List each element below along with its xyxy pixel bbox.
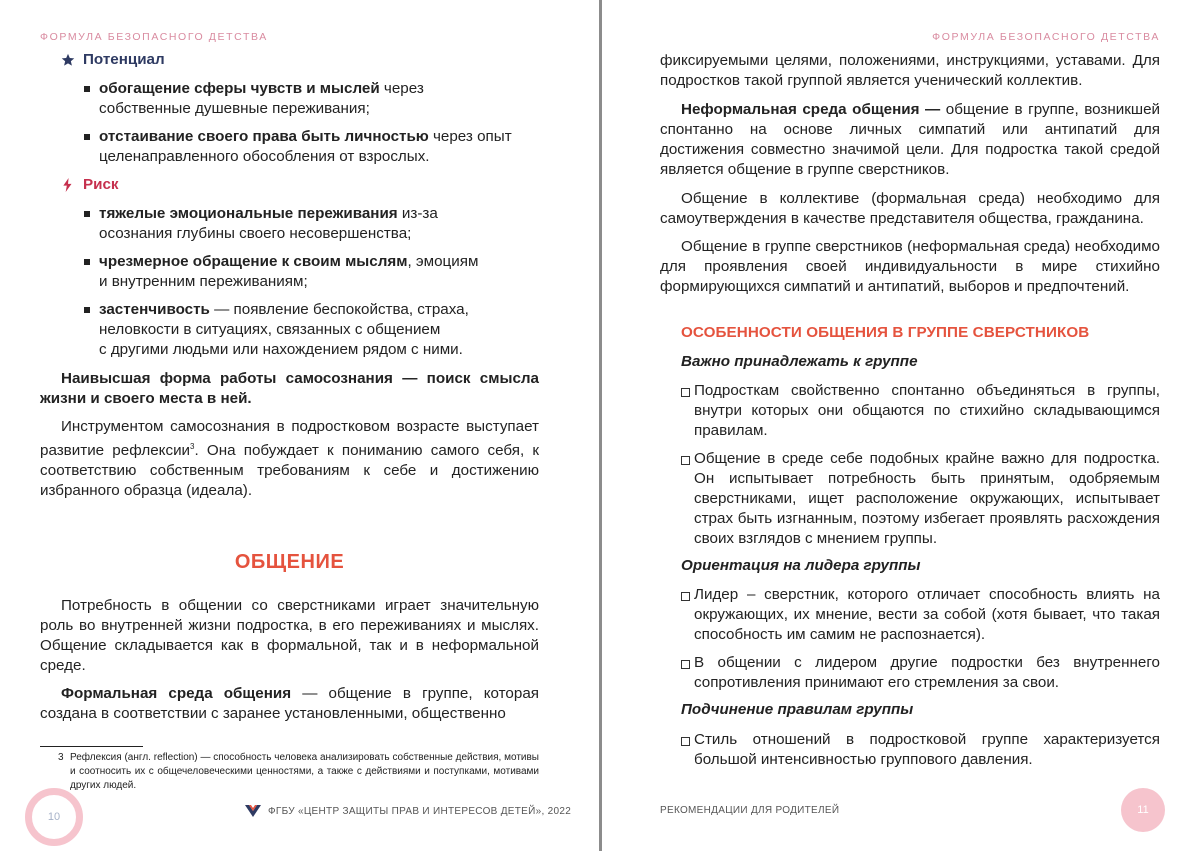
item-text: из-за xyxy=(397,205,438,222)
organization-logo-icon xyxy=(244,803,262,819)
instrument-text-b: . Она побуждает к пониманию самого себя, к соответствию собственным требованиям к себе и достижению избранного образца (идеала). xyxy=(40,442,539,500)
potential-title: Потенциал xyxy=(83,51,165,68)
informal-bold: Неформальная среда общения — xyxy=(681,101,941,118)
star-icon xyxy=(61,53,75,67)
continued-paragraph: фиксируемыми целями, положениями, инструкциями, уставами. Для подростков такой группой является ученический коллектив. xyxy=(660,52,1160,89)
item-text: неловкости в ситуациях, связанных с общением xyxy=(99,321,441,338)
item-text: через xyxy=(379,80,424,97)
item-text: осознания глубины своего несовершенства; xyxy=(99,225,412,242)
list-item xyxy=(84,204,524,244)
need-paragraph: Потребность в общении со сверстниками играет значительную роль во внутренней жизни подростка, в его переживаниях и мыслях. Общение складывается как в формальной, так и в неформальной среде. xyxy=(40,597,539,674)
subheading-leader: Ориентация на лидера группы xyxy=(681,557,921,574)
collective-paragraph: Общение в коллективе (формальная среда) необходимо для самоутверждения в качестве представителя общества, гражданина. xyxy=(660,190,1160,227)
right-page xyxy=(602,0,1200,851)
list-item: В общении с лидером другие подростки без внутреннего сопротивления принимают его стремления за свои. xyxy=(681,653,1160,693)
section-heading-obshchenie: ОБЩЕНИЕ xyxy=(234,551,345,573)
running-head: ФОРМУЛА БЕЗОПАСНОГО ДЕТСТВА xyxy=(932,31,1160,43)
lightning-icon xyxy=(61,178,75,192)
footer xyxy=(244,803,571,819)
list-item: Подросткам свойственно спонтанно объединяться в группы, внутри которых они общаются по стихийно складывающимся правилам. xyxy=(681,381,1160,441)
list-item: Общение в среде себе подобных крайне важно для подростка. Он испытывает потребность быть принятым, одобряемым сверстниками, ищет расположение окружающих, испытывает страх быть изгнанным, поэтому избегает проявлять расхождения своих взглядов с мнением группы. xyxy=(681,449,1160,549)
list-item: Стиль отношений в подростковой группе характеризуется большой интенсивностью группового давления. xyxy=(681,730,1160,770)
list-item xyxy=(84,300,524,360)
peers-paragraph: Общение в группе сверстников (неформальная среда) необходимо для проявления своей индивидуальности в мире стихийно формирующихся симпатий и антипатий, выборов и предпочтений. xyxy=(660,238,1160,295)
footnote-text: Рефлексия (англ. reflection) — способность человека анализировать собственные действия, мотивы и соотносить их с общечеловеческими ценностями, а также с действиями и поступками, мотивами других людей. xyxy=(70,752,539,791)
subheading-rules: Подчинение правилам группы xyxy=(681,701,914,718)
footer-text: ФГБУ «ЦЕНТР ЗАЩИТЫ ПРАВ И ИНТЕРЕСОВ ДЕТЕЙ», 2022 xyxy=(268,805,572,817)
footnote-ref[interactable]: 3 xyxy=(190,442,195,451)
footnote xyxy=(58,751,539,793)
list-item xyxy=(84,252,524,292)
formal-bold: Формальная среда общения xyxy=(61,685,292,702)
formal-paragraph xyxy=(40,684,539,724)
footnote-divider xyxy=(40,746,143,747)
subheading-belong: Важно принадлежать к группе xyxy=(681,353,918,370)
risk-title: Риск xyxy=(83,176,119,193)
leader-list xyxy=(681,585,1160,701)
risk-list xyxy=(84,204,524,368)
item-bold: чрезмерное обращение к своим мыслям xyxy=(99,253,408,270)
potential-list xyxy=(84,79,524,175)
item-bold: обогащение сферы чувств и мыслей xyxy=(99,80,380,97)
item-text: собственные душевные переживания; xyxy=(99,100,370,117)
item-bold: отстаивание своего права быть личностью xyxy=(99,128,429,145)
left-page xyxy=(0,0,599,851)
item-text: с другими людьми или нахождением рядом с ними. xyxy=(99,341,463,358)
highest-form-paragraph xyxy=(40,369,539,409)
belong-list xyxy=(681,381,1160,557)
list-item xyxy=(84,127,524,167)
list-item xyxy=(84,79,524,119)
page-number: 10 xyxy=(25,788,83,846)
instrument-text-a: Инструментом самосознания в подростковом возрасте выступает развитие рефлексии xyxy=(40,418,539,460)
highest-form-text: Наивысшая форма работы самосознания — поиск смысла жизни и своего места в ней. xyxy=(40,370,539,407)
potential-heading xyxy=(61,51,165,68)
risk-heading xyxy=(61,176,119,193)
footnote-number: 3 xyxy=(58,752,64,763)
item-text: , эмоциям xyxy=(407,253,479,270)
footer-text: РЕКОМЕНДАЦИИ ДЛЯ РОДИТЕЛЕЙ xyxy=(660,805,840,816)
rules-list xyxy=(681,730,1160,778)
page-number: 11 xyxy=(1121,788,1165,832)
section-title: ОСОБЕННОСТИ ОБЩЕНИЯ В ГРУППЕ СВЕРСТНИКОВ xyxy=(681,324,1090,341)
item-bold: тяжелые эмоциональные переживания xyxy=(99,205,398,222)
instrument-paragraph xyxy=(40,417,539,501)
informal-text: общение в группе, возникшей спонтанно на основе личных симпатий или антипатий для достижения совместно значимой цели. Для подростка такой средой является общение в группе сверстников. xyxy=(660,101,1160,178)
item-text: целенаправленного обособления от взрослых. xyxy=(99,148,430,165)
item-text: и внутренним переживаниям; xyxy=(99,273,308,290)
item-text: — появление беспокойства, страха, xyxy=(209,301,469,318)
list-item: Лидер – сверстник, которого отличает способность влиять на окружающих, их мнение, вести за собой (хотя бывает, что такая способность им самим не распознается). xyxy=(681,585,1160,645)
item-bold: застенчивость xyxy=(99,301,210,318)
informal-paragraph xyxy=(660,100,1160,180)
item-text: через опыт xyxy=(428,128,512,145)
formal-text: — общение в группе, которая создана в соответствии с заранее установленными, общественно xyxy=(40,685,539,722)
running-head: ФОРМУЛА БЕЗОПАСНОГО ДЕТСТВА xyxy=(40,31,268,43)
